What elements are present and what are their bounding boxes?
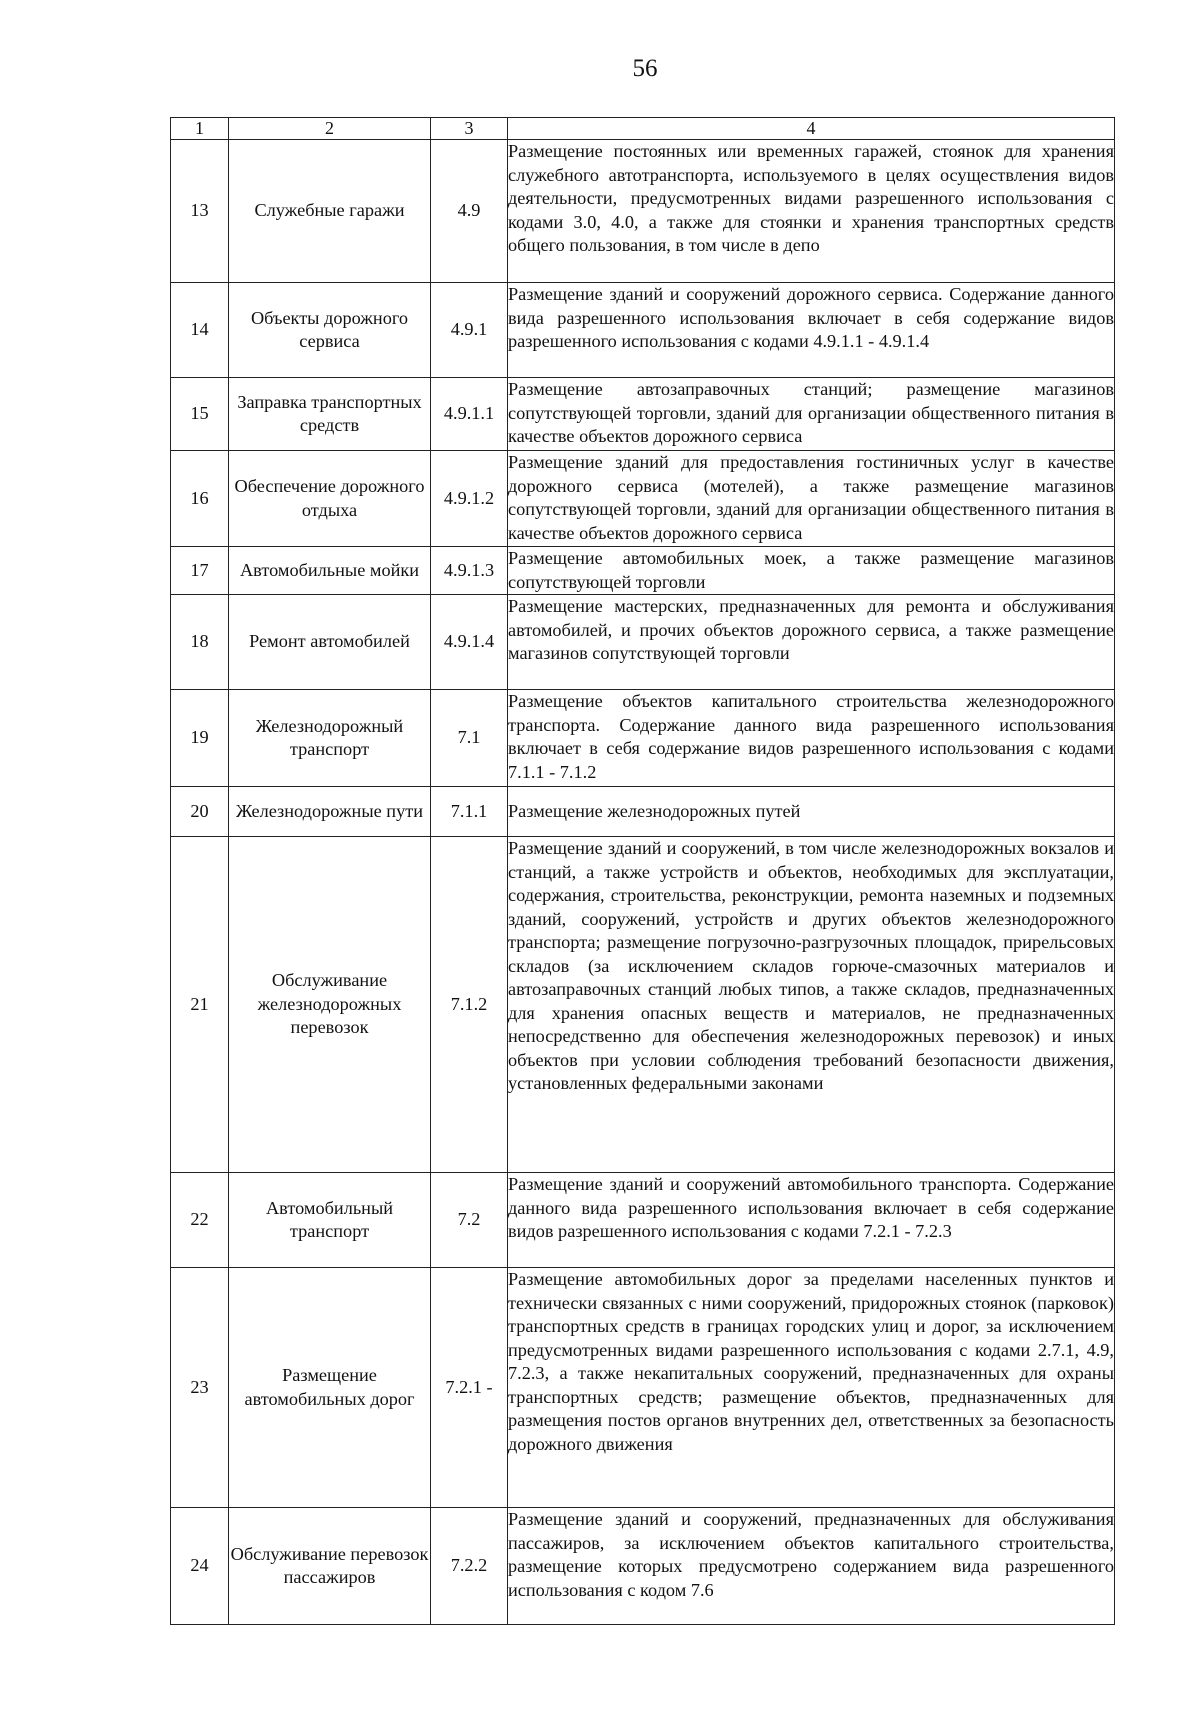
use-type-name: Обслуживание железнодорожных перевозок (229, 837, 431, 1173)
table-row (171, 1173, 1115, 1268)
page-number: 56 (632, 55, 658, 82)
row-number: 22 (171, 1173, 229, 1268)
use-type-code: 7.1.2 (431, 837, 508, 1173)
land-use-table (170, 117, 1115, 1625)
header-col-1: 1 (171, 118, 229, 140)
use-type-name: Автомобильные мойки (229, 547, 431, 595)
use-type-code: 4.9 (431, 140, 508, 283)
use-type-description: Размещение автозаправочных станций; размещение магазинов сопутствующей торговли, зданий для организации общественного питания в качестве объектов дорожного сервиса (508, 378, 1115, 451)
use-type-code: 7.2 (431, 1173, 508, 1268)
table-header-row (171, 118, 1115, 140)
use-type-description: Размещение зданий и сооружений дорожного сервиса. Содержание данного вида разрешенного использования включает в себя содержание видов разрешенного использования с кодами 4.9.1.1 - 4.9.1.4 (508, 283, 1115, 378)
use-type-description: Размещение мастерских, предназначенных для ремонта и обслуживания автомобилей, и прочих объектов дорожного сервиса, а также размещение магазинов сопутствующей торговли (508, 595, 1115, 690)
row-number: 17 (171, 547, 229, 595)
use-type-code: 4.9.1.4 (431, 595, 508, 690)
table-row (171, 837, 1115, 1173)
use-type-description: Размещение железнодорожных путей (508, 787, 1115, 837)
table-row (171, 1508, 1115, 1625)
table-row (171, 451, 1115, 547)
use-type-code: 7.2.1 - (431, 1268, 508, 1508)
row-number: 14 (171, 283, 229, 378)
row-number: 13 (171, 140, 229, 283)
table-row (171, 1268, 1115, 1508)
table-row (171, 595, 1115, 690)
use-type-name: Служебные гаражи (229, 140, 431, 283)
row-number: 20 (171, 787, 229, 837)
use-type-name: Обеспечение дорожного отдыха (229, 451, 431, 547)
table-row (171, 378, 1115, 451)
table-row (171, 283, 1115, 378)
use-type-code: 4.9.1.2 (431, 451, 508, 547)
row-number: 16 (171, 451, 229, 547)
use-type-description: Размещение зданий и сооружений автомобильного транспорта. Содержание данного вида разрешенного использования включает в себя содержание видов разрешенного использования с кодами 7.2.1 - 7.2.3 (508, 1173, 1115, 1268)
table-row (171, 690, 1115, 787)
use-type-name: Размещение автомобильных дорог (229, 1268, 431, 1508)
table-row (171, 140, 1115, 283)
use-type-name: Железнодорожные пути (229, 787, 431, 837)
use-type-description: Размещение автомобильных дорог за пределами населенных пунктов и технически связанных с ними сооружений, придорожных стоянок (парковок) транспортных средств в границах городских улиц и дорог, за исключением предусмотренных видами разрешенного использования с кодами 2.7.1, 4.9, 7.2.3, а также некапитальных сооружений, предназначенных для охраны транспортных средств; размещение объектов, предназначенных для размещения постов органов внутренних дел, ответственных за безопасность дорожного движения (508, 1268, 1115, 1508)
use-type-name: Объекты дорожного сервиса (229, 283, 431, 378)
use-type-name: Железнодорожный транспорт (229, 690, 431, 787)
row-number: 23 (171, 1268, 229, 1508)
use-type-name: Автомобильный транспорт (229, 1173, 431, 1268)
use-type-name: Ремонт автомобилей (229, 595, 431, 690)
row-number: 19 (171, 690, 229, 787)
header-col-3: 3 (431, 118, 508, 140)
header-col-2: 2 (229, 118, 431, 140)
table-row (171, 787, 1115, 837)
use-type-description: Размещение зданий и сооружений, в том числе железнодорожных вокзалов и станций, а также устройств и объектов, необходимых для эксплуатации, содержания, строительства, реконструкции, ремонта наземных и подземных зданий, сооружений, устройств и других объектов железнодорожного транспорта; размещение погрузочно-разгрузочных площадок, прирельсовых складов (за исключением складов горюче-смазочных материалов и автозаправочных станций любых типов, а также складов, предназначенных для хранения опасных веществ и материалов, не предназначенных непосредственно для обеспечения железнодорожных перевозок) и иных объектов при условии соблюдения требований безопасности движения, установленных федеральными законами (508, 837, 1115, 1173)
use-type-code: 4.9.1.3 (431, 547, 508, 595)
use-type-description: Размещение постоянных или временных гаражей, стоянок для хранения служебного автотранспорта, используемого в целях осуществления видов деятельности, предусмотренных видами разрешенного использования с кодами 3.0, 4.0, а также для стоянки и хранения транспортных средств общего пользования, в том числе в депо (508, 140, 1115, 283)
row-number: 21 (171, 837, 229, 1173)
header-col-4: 4 (508, 118, 1115, 140)
use-type-description: Размещение автомобильных моек, а также размещение магазинов сопутствующей торговли (508, 547, 1115, 595)
use-type-description: Размещение зданий и сооружений, предназначенных для обслуживания пассажиров, за исключением объектов капитального строительства, размещение которых предусмотрено содержанием вида разрешенного использования с кодом 7.6 (508, 1508, 1115, 1625)
use-type-name: Обслуживание перевозок пассажиров (229, 1508, 431, 1625)
row-number: 24 (171, 1508, 229, 1625)
use-type-description: Размещение зданий для предоставления гостиничных услуг в качестве дорожного сервиса (мотелей), а также размещение магазинов сопутствующей торговли, зданий для организации общественного питания в качестве объектов дорожного сервиса (508, 451, 1115, 547)
table-row (171, 547, 1115, 595)
use-type-code: 7.2.2 (431, 1508, 508, 1625)
use-type-code: 4.9.1 (431, 283, 508, 378)
use-type-code: 4.9.1.1 (431, 378, 508, 451)
row-number: 18 (171, 595, 229, 690)
use-type-name: Заправка транспортных средств (229, 378, 431, 451)
use-type-code: 7.1 (431, 690, 508, 787)
row-number: 15 (171, 378, 229, 451)
use-type-description: Размещение объектов капитального строительства железнодорожного транспорта. Содержание данного вида разрешенного использования включает в себя содержание видов разрешенного использования с кодами 7.1.1 - 7.1.2 (508, 690, 1115, 787)
use-type-code: 7.1.1 (431, 787, 508, 837)
